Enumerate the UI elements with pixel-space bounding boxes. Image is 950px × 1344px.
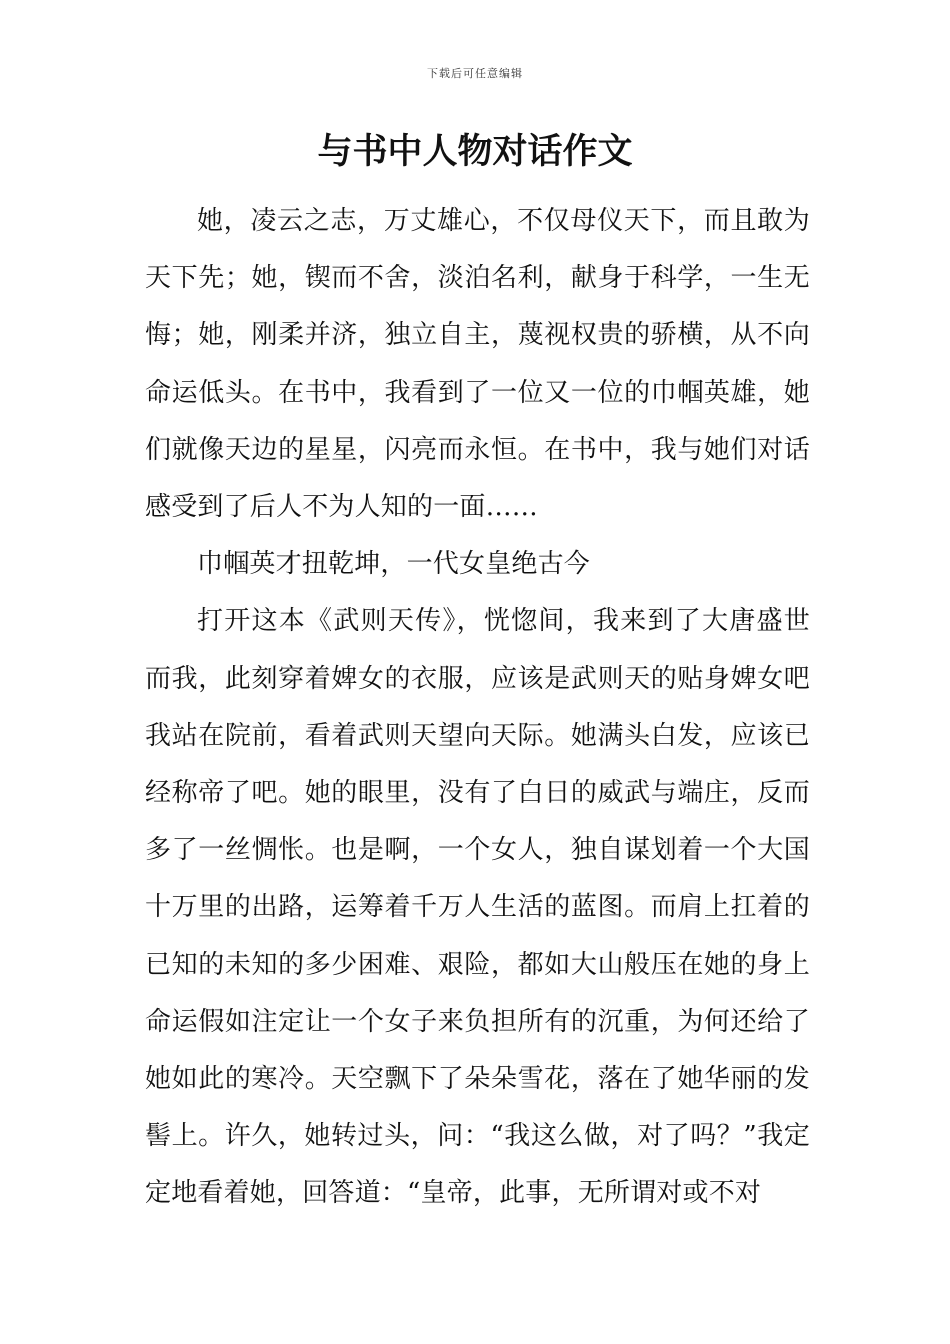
header-note: 下载后可任意编辑	[427, 67, 523, 80]
paragraph-intro: 她，凌云之志，万丈雄心，不仅母仪天下，而且敢为天下先；她，锲而不舍，淡泊名利，献身于科学，一生无悔；她，刚柔并济，独立自主，蔑视权贵的骄横，从不向命运低头。在书中，我看到了一位又一位的巾帼英雄，她们就像天边的星星，闪亮而永恒。在书中，我与她们对话感受到了后人不为人知的一面……	[145, 206, 810, 523]
paragraph-subheading: 巾帼英才扭乾坤，一代女皇绝古今	[197, 549, 591, 580]
paragraph-story: 打开这本《武则天传》，恍惚间，我来到了大唐盛世而我，此刻穿着婢女的衣服，应该是武则天的贴身婢女吧我站在院前，看着武则天望向天际。她满头白发，应该已经称帝了吧。她的眼里，没有了白日的威武与端庄，反而多了一丝惆怅。也是啊，一个女人，独自谋划着一个大国十万里的出路，运筹着千万人生活的蓝图。而肩上扛着的已知的未知的多少困难、艰险，都如大山般压在她的身上命运假如注定让一个女子来负担所有的沉重，为何还给了她如此的寒冷。天空飘下了朵朵雪花，落在了她华丽的发髻上。许久，她转过头，问：“我这么做，对了吗？”我定定地看着她，回答道：“皇帝，此事，无所谓对或不对	[145, 606, 810, 1209]
document-title: 与书中人物对话作文	[317, 132, 633, 172]
document-body	[145, 193, 810, 1223]
